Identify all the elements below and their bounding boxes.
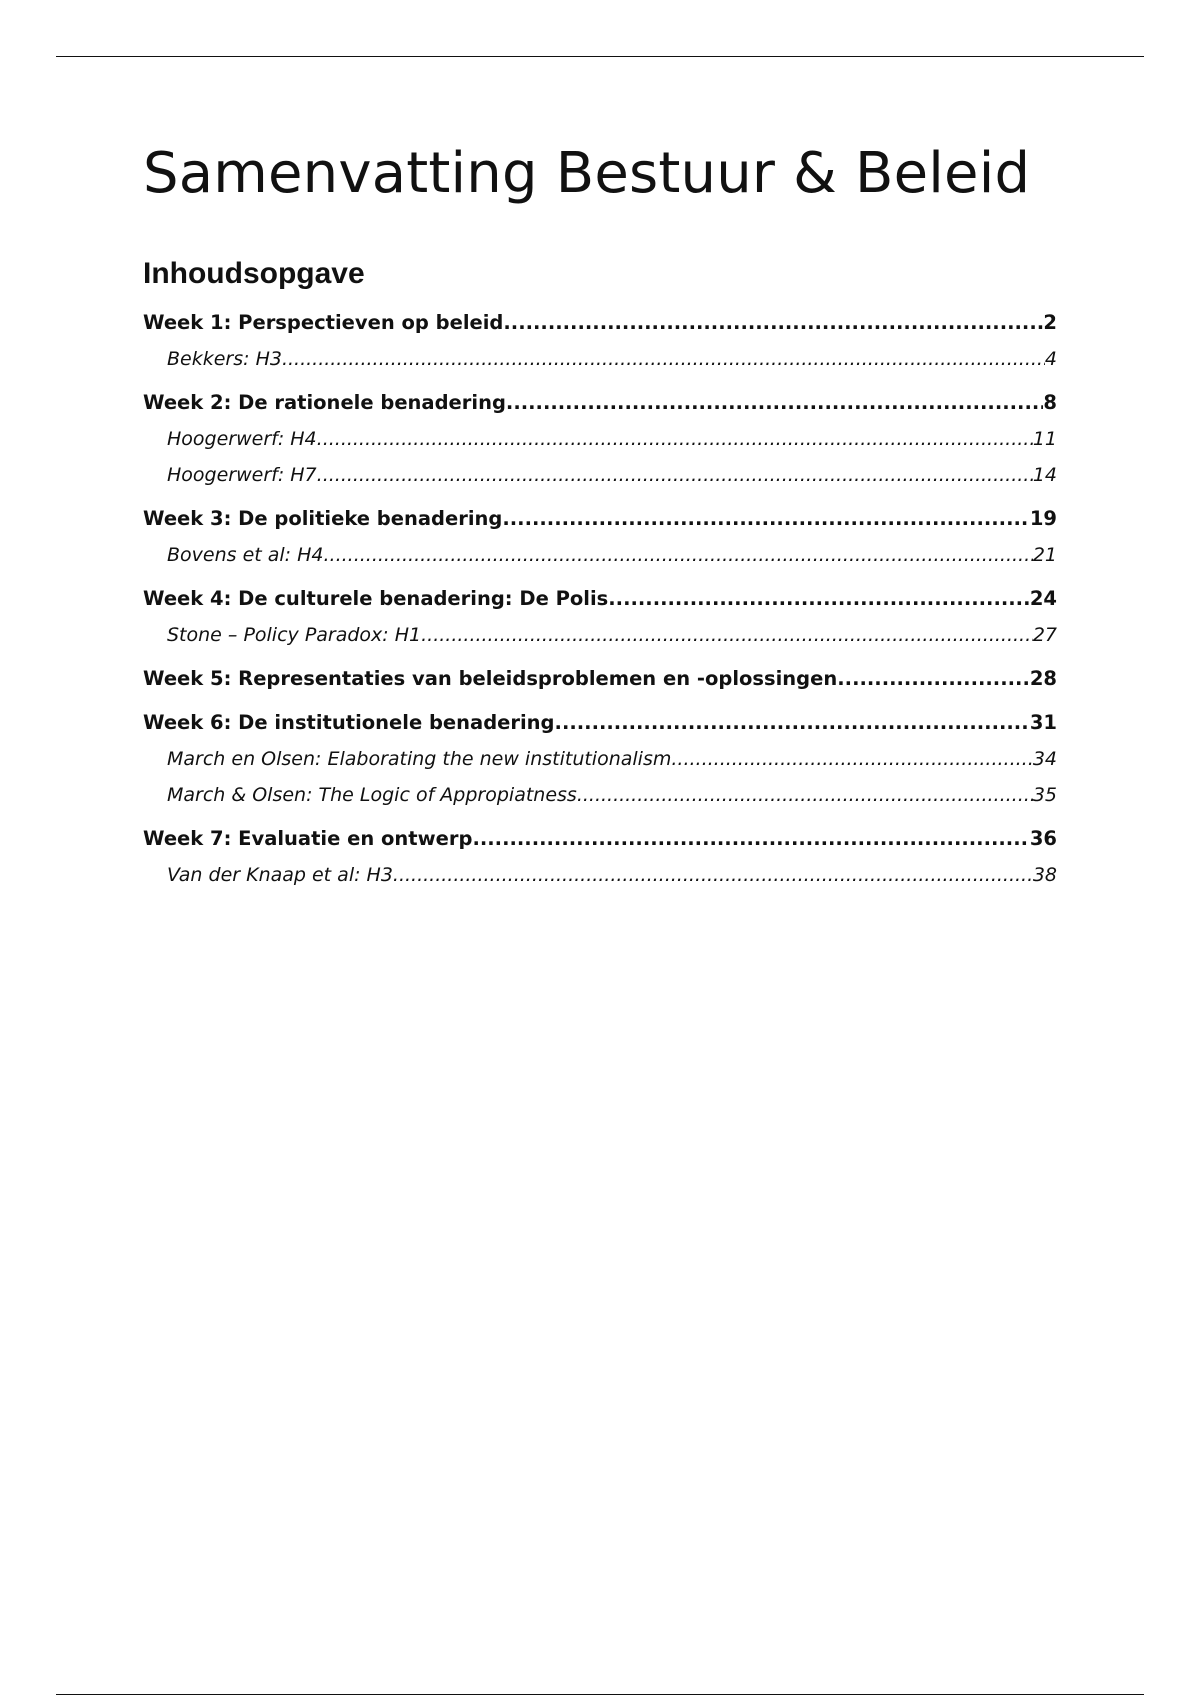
toc-entry-subsection[interactable] bbox=[143, 540, 1057, 570]
toc-dot-leader bbox=[317, 424, 1033, 454]
toc-entry-page-number: 27 bbox=[1032, 624, 1057, 646]
toc-dot-leader bbox=[421, 620, 1033, 650]
toc-entry-subsection[interactable] bbox=[143, 744, 1057, 774]
toc-entry-subsection[interactable] bbox=[143, 460, 1057, 490]
toc-entry-label: Van der Knaap et al: H3 bbox=[167, 864, 393, 886]
toc-dot-leader bbox=[837, 664, 1030, 694]
toc-entry-subsection[interactable] bbox=[143, 620, 1057, 650]
toc-entry-page-number: 28 bbox=[1029, 667, 1057, 690]
toc-entry-page-number: 38 bbox=[1032, 864, 1057, 886]
toc-dot-leader bbox=[577, 780, 1033, 810]
toc-entry-label: March & Olsen: The Logic of Appropiatness bbox=[167, 784, 577, 806]
toc-entry-week[interactable] bbox=[143, 388, 1057, 418]
toc-entry-subsection[interactable] bbox=[143, 344, 1057, 374]
toc-entry-week[interactable] bbox=[143, 708, 1057, 738]
toc-entry-page-number: 19 bbox=[1029, 507, 1057, 530]
toc-dot-leader bbox=[608, 584, 1030, 614]
table-of-contents bbox=[143, 308, 1057, 890]
toc-entry-week[interactable] bbox=[143, 824, 1057, 854]
toc-entry-label: Stone – Policy Paradox: H1 bbox=[167, 624, 422, 646]
toc-entry-label: Week 7: Evaluatie en ontwerp bbox=[143, 827, 473, 850]
toc-entry-page-number: 35 bbox=[1032, 784, 1057, 806]
header-rule bbox=[56, 56, 1144, 57]
toc-entry-page-number: 8 bbox=[1043, 391, 1057, 414]
toc-entry-page-number: 24 bbox=[1029, 587, 1057, 610]
toc-entry-subsection[interactable] bbox=[143, 860, 1057, 890]
toc-dot-leader bbox=[502, 504, 1030, 534]
toc-dot-leader bbox=[324, 540, 1033, 570]
document-body bbox=[143, 136, 1057, 890]
toc-entry-label: Week 2: De rationele benadering bbox=[143, 391, 506, 414]
toc-heading: Inhoudsopgave bbox=[143, 257, 365, 290]
toc-entry-label: Week 6: De institutionele benadering bbox=[143, 711, 555, 734]
toc-dot-leader bbox=[555, 708, 1030, 738]
toc-entry-week[interactable] bbox=[143, 584, 1057, 614]
toc-entry-label: Hoogerwerf: H4 bbox=[167, 428, 317, 450]
toc-entry-page-number: 21 bbox=[1032, 544, 1057, 566]
toc-entry-week[interactable] bbox=[143, 504, 1057, 534]
toc-entry-page-number: 36 bbox=[1029, 827, 1057, 850]
toc-entry-page-number: 11 bbox=[1032, 428, 1057, 450]
footer-rule bbox=[56, 1694, 1144, 1695]
document-title: Samenvatting Bestuur & Beleid bbox=[143, 141, 1031, 206]
toc-entry-label: Week 4: De culturele benadering: De Polis bbox=[143, 587, 609, 610]
toc-entry-label: Week 5: Representaties van beleidsproblemen en -oplossingen bbox=[143, 667, 838, 690]
toc-dot-leader bbox=[671, 744, 1032, 774]
toc-entry-label: Week 3: De politieke benadering bbox=[143, 507, 503, 530]
toc-entry-page-number: 34 bbox=[1032, 748, 1057, 770]
toc-dot-leader bbox=[506, 388, 1044, 418]
toc-entry-page-number: 14 bbox=[1032, 464, 1057, 486]
toc-entry-label: Week 1: Perspectieven op beleid bbox=[143, 311, 504, 334]
toc-dot-leader bbox=[393, 860, 1033, 890]
toc-dot-leader bbox=[472, 824, 1029, 854]
toc-entry-label: Hoogerwerf: H7 bbox=[167, 464, 317, 486]
toc-entry-label: Bovens et al: H4 bbox=[167, 544, 324, 566]
toc-entry-subsection[interactable] bbox=[143, 424, 1057, 454]
toc-dot-leader bbox=[317, 460, 1033, 490]
toc-entry-label: March en Olsen: Elaborating the new institutionalism bbox=[167, 748, 672, 770]
toc-entry-label: Bekkers: H3 bbox=[167, 348, 282, 370]
toc-entry-page-number: 2 bbox=[1043, 311, 1057, 334]
toc-entry-week[interactable] bbox=[143, 664, 1057, 694]
toc-entry-page-number: 31 bbox=[1029, 711, 1057, 734]
toc-entry-week[interactable] bbox=[143, 308, 1057, 338]
toc-dot-leader bbox=[503, 308, 1043, 338]
toc-entry-subsection[interactable] bbox=[143, 780, 1057, 810]
toc-dot-leader bbox=[282, 344, 1045, 374]
toc-entry-page-number: 4 bbox=[1044, 348, 1057, 370]
